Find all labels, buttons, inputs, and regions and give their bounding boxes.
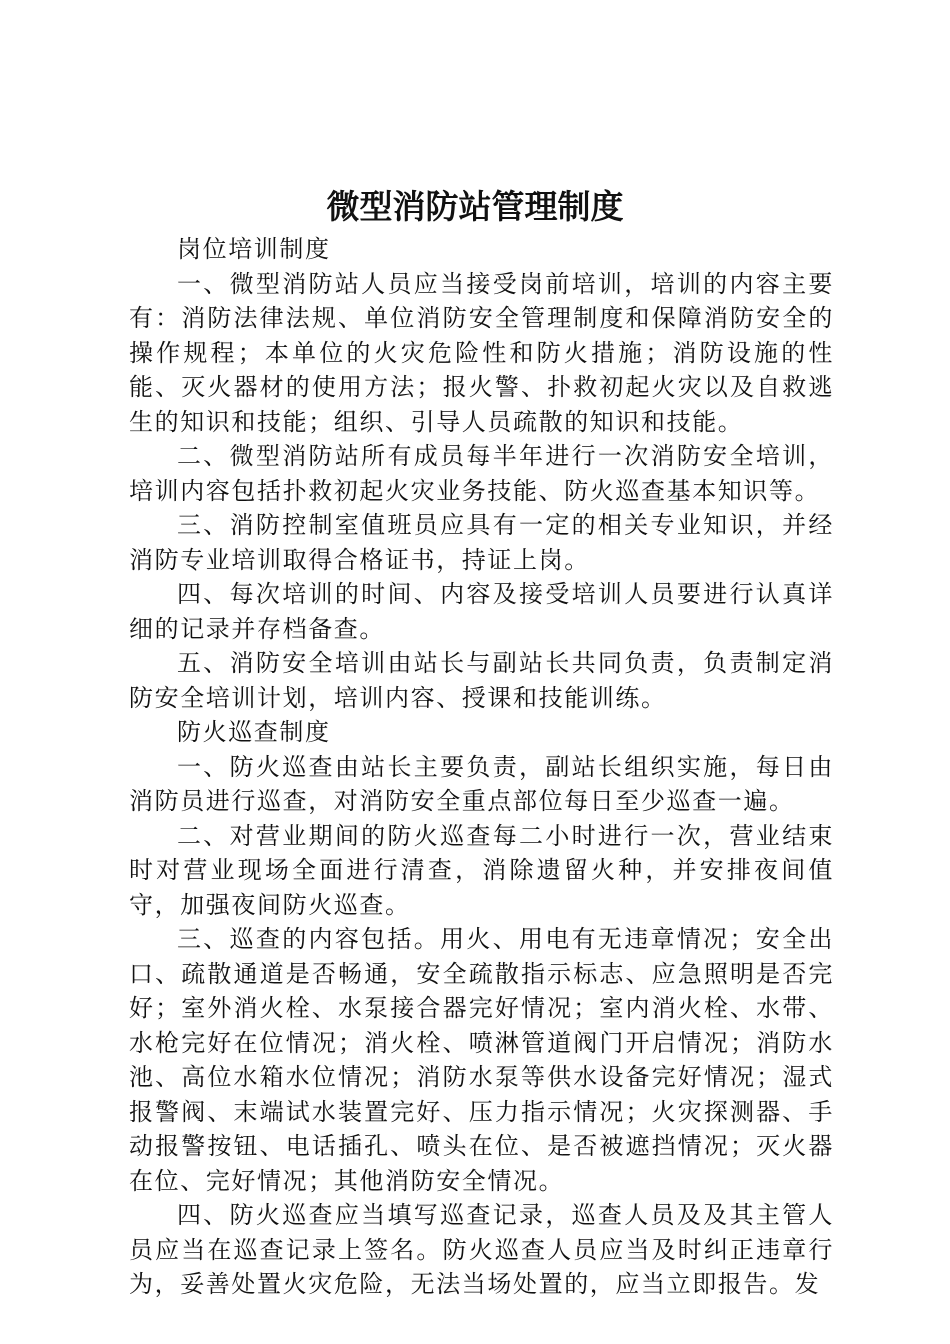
paragraph: 五、消防安全培训由站长与副站长共同负责，负责制定消防安全培训计划，培训内容、授课和技能训练。 xyxy=(129,649,834,712)
document-title: 微型消防站管理制度 xyxy=(326,187,624,226)
paragraph: 一、防火巡查由站长主要负责，副站长组织实施，每日由消防员进行巡查，对消防安全重点部位每日至少巡查一遍。 xyxy=(129,752,834,815)
paragraph: 四、防火巡查应当填写巡查记录，巡查人员及及其主管人员应当在巡查记录上签名。防火巡查人员应当及时纠正违章行为，妥善处置火灾危险，无法当场处置的，应当立即报告。发 xyxy=(129,1201,834,1298)
paragraph: 一、微型消防站人员应当接受岗前培训，培训的内容主要有：消防法律法规、单位消防安全管理制度和保障消防安全的操作规程；本单位的火灾危险性和防火措施；消防设施的性能、灭火器材的使用方法；报火警、扑救初起火灾以及自救逃生的知识和技能；组织、引导人员疏散的知识和技能。 xyxy=(129,269,834,436)
paragraph: 二、微型消防站所有成员每半年进行一次消防安全培训，培训内容包括扑救初起火灾业务技能、防火巡查基本知识等。 xyxy=(129,442,834,505)
paragraph: 三、消防控制室值班员应具有一定的相关专业知识，并经消防专业培训取得合格证书，持证上岗。 xyxy=(129,511,834,574)
document-body xyxy=(129,232,834,1302)
paragraph: 二、对营业期间的防火巡查每二小时进行一次，营业结束时对营业现场全面进行清查，消除遗留火种，并安排夜间值守，加强夜间防火巡查。 xyxy=(129,821,834,919)
section-heading-training: 岗位培训制度 xyxy=(177,235,331,263)
paragraph: 四、每次培训的时间、内容及接受培训人员要进行认真详细的记录并存档备查。 xyxy=(129,580,834,643)
paragraph: 三、巡查的内容包括。用火、用电有无违章情况；安全出口、疏散通道是否畅通，安全疏散指示标志、应急照明是否完好；室外消火栓、水泵接合器完好情况；室内消火栓、水带、水枪完好在位情况；消火栓、喷淋管道阀门开启情况；消防水池、高位水箱水位情况；消防水泵等供水设备完好情况；湿式报警阀、末端试水装置完好、压力指示情况；火灾探测器、手动报警按钮、电话插孔、喷头在位、是否被遮挡情况；灭火器在位、完好情况；其他消防安全情况。 xyxy=(129,925,834,1195)
section-heading-patrol: 防火巡查制度 xyxy=(177,718,331,746)
